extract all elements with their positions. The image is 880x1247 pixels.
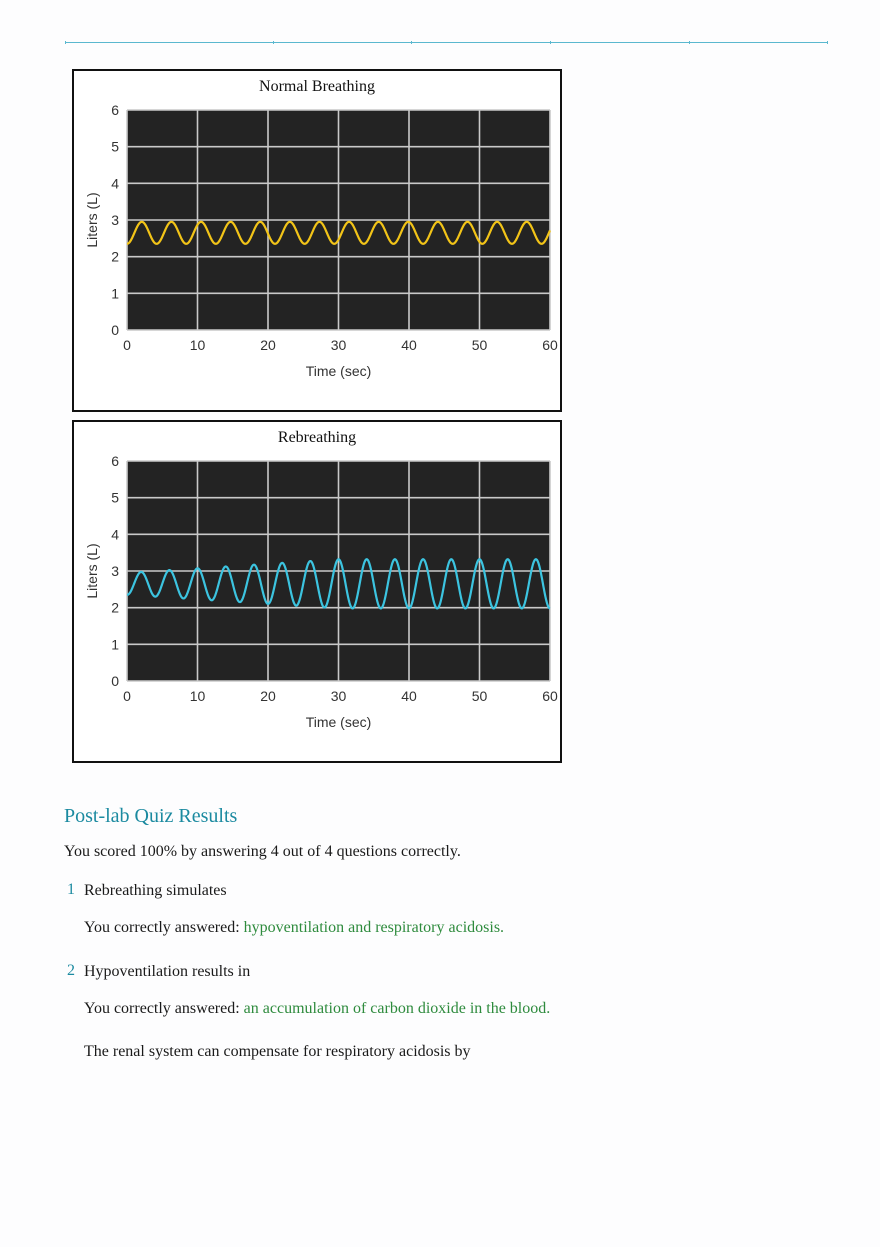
- x-tick-label: 50: [471, 688, 488, 704]
- rule-tick: [411, 41, 412, 44]
- answer-prefix: You correctly answered:: [84, 1000, 244, 1017]
- x-axis-label: Time (sec): [305, 363, 372, 379]
- question-text: The renal system can compensate for respiratory acidosis by: [84, 1043, 471, 1060]
- y-tick-label: 5: [111, 138, 119, 155]
- chart-title: Normal Breathing: [259, 78, 375, 95]
- question-number: 1: [67, 881, 75, 898]
- quiz-score-text: You scored 100% by answering 4 out of 4 questions correctly.: [64, 843, 461, 860]
- x-tick-label: 0: [123, 688, 131, 704]
- y-tick-label: 4: [111, 526, 119, 543]
- quiz-results-heading: Post-lab Quiz Results: [64, 805, 238, 827]
- answer-line: [84, 1000, 550, 1018]
- answer-value: an accumulation of carbon dioxide in the blood.: [243, 1000, 551, 1017]
- y-tick-label: 1: [111, 285, 119, 302]
- x-tick-label: 60: [542, 688, 558, 704]
- y-tick-label: 6: [111, 453, 119, 469]
- rule-tick: [550, 41, 551, 44]
- y-tick-label: 0: [111, 322, 119, 338]
- x-tick-label: 40: [401, 337, 417, 353]
- chart-plot: [74, 71, 564, 414]
- question-text: Hypoventilation results in: [84, 963, 251, 980]
- y-tick-label: 3: [111, 563, 119, 579]
- y-tick-label: 0: [111, 673, 119, 689]
- y-tick-label: 1: [111, 636, 119, 653]
- x-axis-label: Time (sec): [305, 714, 372, 730]
- y-tick-label: 4: [111, 175, 119, 192]
- x-tick-label: 40: [401, 688, 417, 704]
- answer-line: [84, 919, 504, 937]
- y-tick-label: 5: [111, 489, 119, 506]
- y-tick-label: 2: [111, 248, 119, 265]
- x-tick-label: 20: [260, 337, 276, 353]
- rule-tick: [689, 41, 690, 44]
- question-text: Rebreathing simulates: [84, 882, 227, 899]
- y-tick-label: 2: [111, 599, 119, 616]
- x-tick-label: 50: [471, 337, 488, 353]
- x-tick-label: 10: [189, 688, 206, 704]
- x-tick-label: 60: [542, 337, 558, 353]
- y-tick-label: 6: [111, 102, 119, 118]
- rule-tick: [273, 41, 274, 44]
- answer-prefix: You correctly answered:: [84, 919, 244, 936]
- rebreathing-chart: [72, 420, 562, 763]
- chart-title: Rebreathing: [277, 429, 357, 446]
- header-rule: [65, 42, 828, 43]
- x-tick-label: 0: [123, 337, 131, 353]
- rule-tick: [65, 41, 66, 44]
- x-tick-label: 10: [189, 337, 206, 353]
- x-tick-label: 20: [260, 688, 276, 704]
- y-axis-label: Liters (L): [84, 192, 100, 248]
- question-number: 2: [67, 962, 75, 979]
- answer-value: hypoventilation and respiratory acidosis.: [243, 919, 505, 936]
- normal-breathing-chart: [72, 69, 562, 412]
- y-axis-label: Liters (L): [84, 543, 100, 599]
- x-tick-label: 30: [330, 337, 347, 353]
- chart-plot: [74, 422, 564, 765]
- y-tick-label: 3: [111, 212, 119, 228]
- rule-tick: [827, 41, 828, 44]
- x-tick-label: 30: [330, 688, 347, 704]
